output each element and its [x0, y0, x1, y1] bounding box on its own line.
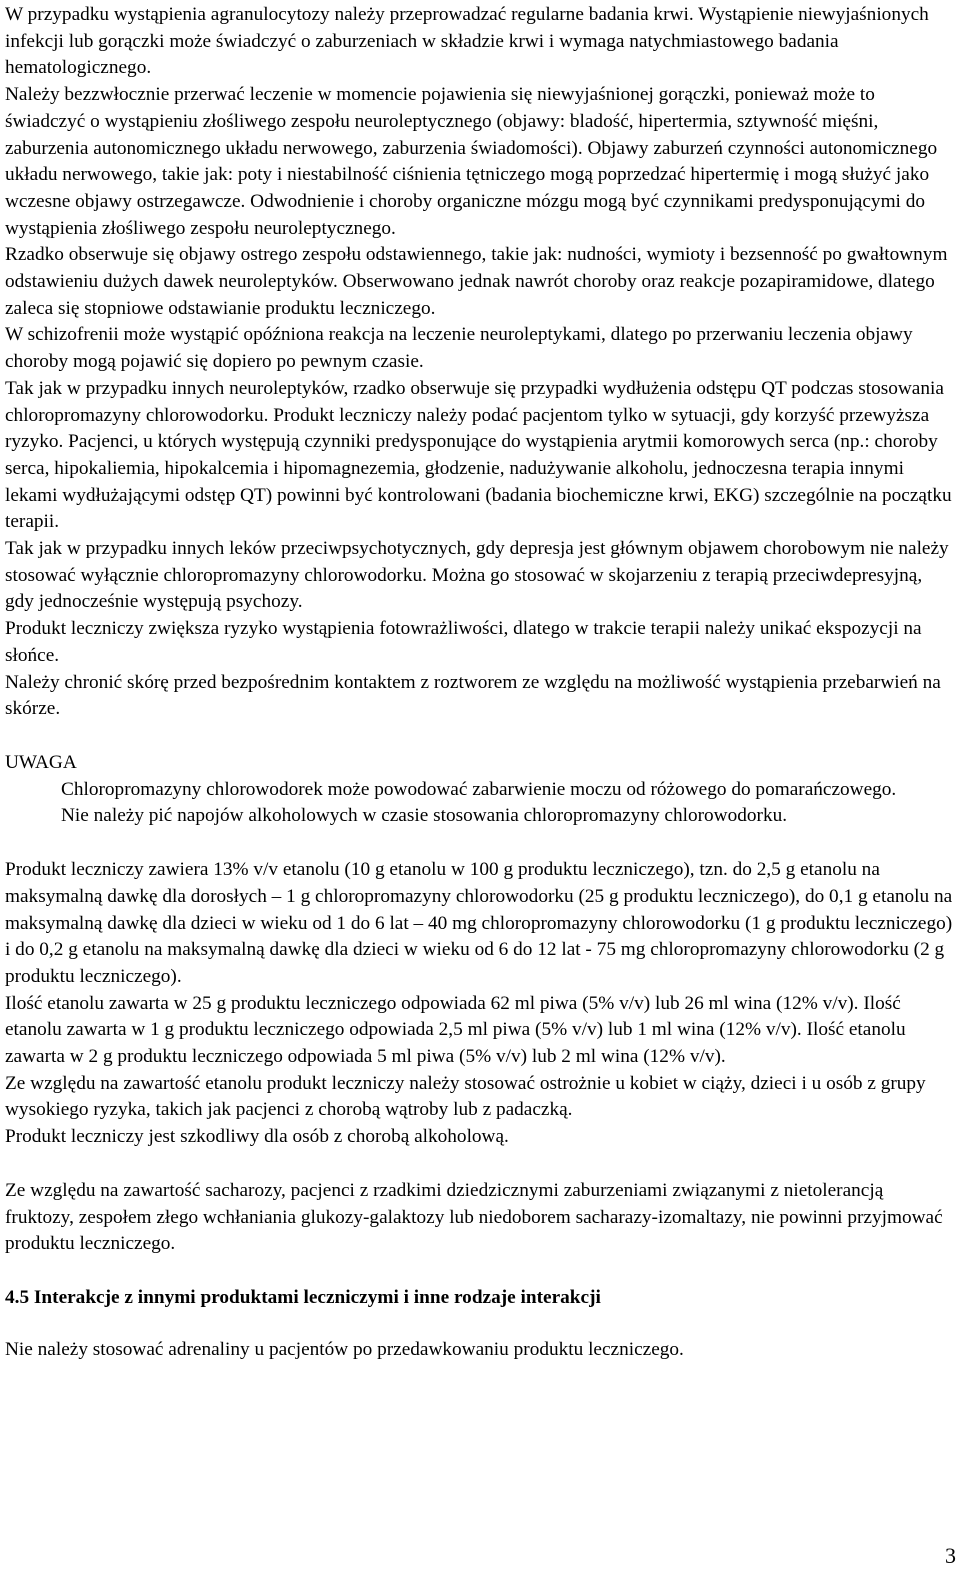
paragraph-qt-prolongation: Tak jak w przypadku innych neuroleptyków, rzadko obserwuje się przypadki wydłużenia odstępu QT podczas stosowania chloropromazyny chlorowodorku. Produkt leczniczy należy podać pacjentom tylko w sytuacji, gdy korzyść przewyższa ryzyko. Pacjenci, u których występują czynniki predysponujące do wystąpienia arytmii komorowych serca (np.: choroby serca, hipokaliemia, hipokalcemia i hipomagnezemia, głodzenie, nadużywanie alkoholu, jednoczesna terapia innymi lekami wydłużającymi odstęp QT) powinni być kontrolowani (badania biochemiczne krwi, EKG) szczególnie na początku terapii.	[5, 377, 952, 533]
paragraph-nms: Należy bezzwłocznie przerwać leczenie w momencie pojawienia się niewyjaśnionej gorączki, ponieważ może to świadczyć o wystąpieniu złośliwego zespołu neuroleptycznego (objawy: bladość, hipertermia, sztywność mięśni, zaburzenia autonomicznego układu nerwowego, zaburzenia świadomości). Objawy zaburzeń czynności autonomicznego układu nerwowego, takie jak: poty i niestabilność ciśnienia tętniczego mogą poprzedzać hipertermię i mogą służyć jako wczesne objawy ostrzegawcze. Odwodnienie i choroby organiczne mózgu mogą być czynnikami predysponującymi do wystąpienia złośliwego zespołu neuroleptycznego.	[5, 84, 938, 239]
paragraph-photosensitivity: Produkt leczniczy zwiększa ryzyko wystąpienia fotowrażliwości, dlatego w trakcie terapii należy unikać ekspozycji na słońce.	[5, 618, 922, 666]
paragraph-withdrawal: Rzadko obserwuje się objawy ostrego zespołu odstawiennego, takie jak: nudności, wymioty i bezsenność po gwałtownym odstawieniu dużych dawek neuroleptyków. Obserwowano jednak nawrót choroby oraz reakcje pozapiramidowe, dlatego zaleca się stopniowe odstawianie produktu leczniczego.	[5, 244, 948, 319]
page-number: 3	[945, 1543, 956, 1568]
warning-title: UWAGA	[5, 751, 77, 773]
paragraph-skin-contact: Należy chronić skórę przed bezpośrednim kontaktem z roztworem ze względu na możliwość wystąpienia przebarwień na skórze.	[5, 671, 941, 720]
paragraph-sucrose: Ze względu na zawartość sacharozy, pacjenci z rzadkimi dziedzicznymi zaburzeniami związanymi z nietolerancją fruktozy, zespołem złego wchłaniania glukozy-galaktozy lub niedoborem sacharazy-izomaltazy, nie powinni przyjmować produktu leczniczego.	[5, 1179, 943, 1255]
paragraph-ethanol-caution: Ze względu na zawartość etanolu produkt leczniczy należy stosować ostrożnie u kobiet w ciąży, dzieci i u osób z grupy wysokiego ryzyka, takich jak pacjenci z chorobą wątroby lub z padaczką.	[5, 1072, 926, 1121]
paragraph-depression: Tak jak w przypadku innych leków przeciwpsychotycznych, gdy depresja jest głównym objawem chorobowym nie należy stosować wyłącznie chloropromazyny chlorowodorku. Można go stosować w skojarzeniu z terapią przeciwdepresyjną, gdy jednocześnie występują psychozy.	[5, 538, 949, 613]
warning-item-alcohol: Nie należy pić napojów alkoholowych w czasie stosowania chloropromazyny chlorowodorku.	[61, 805, 788, 827]
paragraph-ethanol-equivalent: Ilość etanolu zawarta w 25 g produktu leczniczego odpowiada 62 ml piwa (5% v/v) lub 26 ml wina (12% v/v). Ilość etanolu zawarta w 1 g produktu leczniczego odpowiada 2,5 ml piwa (5% v/v) lub 1 ml wina (12% v/v). Ilość etanolu zawarta w 2 g produktu leczniczego odpowiada 5 ml piwa (5% v/v) lub 2 ml wina (12% v/v).	[5, 992, 906, 1068]
section-heading: 4.5 Interakcje z innymi produktami leczniczymi i inne rodzaje interakcji	[5, 1286, 601, 1308]
paragraph-ethanol-harmful: Produkt leczniczy jest szkodliwy dla osób z chorobą alkoholową.	[5, 1126, 509, 1148]
paragraph-agranulocytosis: W przypadku wystąpienia agranulocytozy należy przeprowadzać regularne badania krwi. Wystąpienie niewyjaśnionych infekcji lub gorączki może świadczyć o zaburzeniach w składzie krwi i wymaga natychmiastowego badania hematologicznego.	[5, 4, 929, 79]
document-page	[5, 2, 955, 1363]
paragraph-interaction: Nie należy stosować adrenaliny u pacjentów po przedawkowaniu produktu leczniczego.	[5, 1338, 684, 1360]
paragraph-schizophrenia: W schizofrenii może wystąpić opóźniona reakcja na leczenie neuroleptykami, dlatego po przerwaniu leczenia objawy choroby mogą pojawić się dopiero po pewnym czasie.	[5, 324, 913, 373]
paragraph-ethanol-content: Produkt leczniczy zawiera 13% v/v etanolu (10 g etanolu w 100 g produktu leczniczego), tzn. do 2,5 g etanolu na maksymalną dawkę dla dorosłych – 1 g chloropromazyny chlorowodorku (25 g produktu leczniczego), do 0,1 g etanolu na maksymalną dawkę dla dzieci w wieku od 1 do 6 lat – 40 mg chloropromazyny chlorowodorku (1 g produktu leczniczego) i do 0,2 g etanolu na maksymalną dawkę dla dzieci w wieku od 6 do 12 lat - 75 mg chloropromazyny chlorowodorku (2 g produktu leczniczego).	[5, 859, 953, 987]
warning-item-urine: Chloropromazyny chlorowodorek może powodować zabarwienie moczu od różowego do pomarańczowego.	[61, 778, 897, 800]
